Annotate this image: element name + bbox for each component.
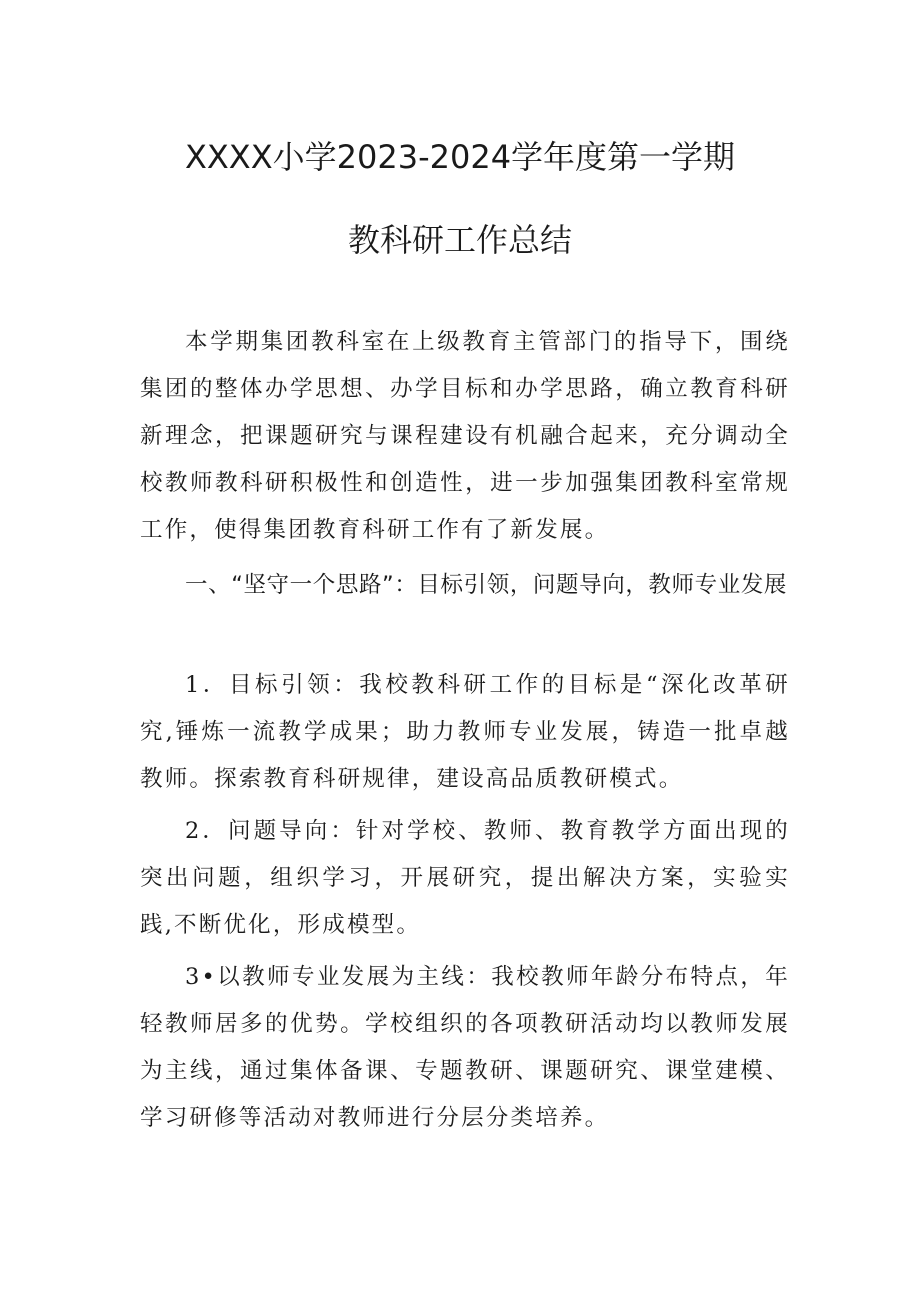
section-heading-1: 一、“坚守一个思路”：目标引领，问题导向，教师专业发展 bbox=[185, 572, 788, 598]
item-paragraph-2: 2．问题导向：针对学校、教师、教育教学方面出现的突出问题，组织学习，开展研究，提出解决方案，实验实践,不断优化，形成模型。 bbox=[140, 818, 790, 938]
document-title-line-2: 教科研工作总结 bbox=[347, 221, 572, 259]
document-title-line-1: XXXX小学2023-2024学年度第一学期 bbox=[184, 138, 736, 176]
intro-paragraph: 本学期集团教科室在上级教育主管部门的指导下，围绕集团的整体办学思想、办学目标和办学思路，确立教育科研新理念，把课题研究与课程建设有机融合起来，充分调动全校教师教科研积极性和创造性，进一步加强集团教科室常规工作，使得集团教育科研工作有了新发展。 bbox=[140, 329, 790, 543]
item-paragraph-3: 3•以教师专业发展为主线：我校教师年龄分布特点，年轻教师居多的优势。学校组织的各项教研活动均以教师发展为主线，通过集体备课、专题教研、课题研究、课堂建模、学习研修等活动对教师进行分层分类培养。 bbox=[140, 964, 790, 1131]
item-paragraph-1: 1．目标引领：我校教科研工作的目标是“深化改革研究,锤炼一流教学成果；助力教师专业发展，铸造一批卓越教师。探索教育科研规律，建设高品质教研模式。 bbox=[140, 672, 790, 792]
